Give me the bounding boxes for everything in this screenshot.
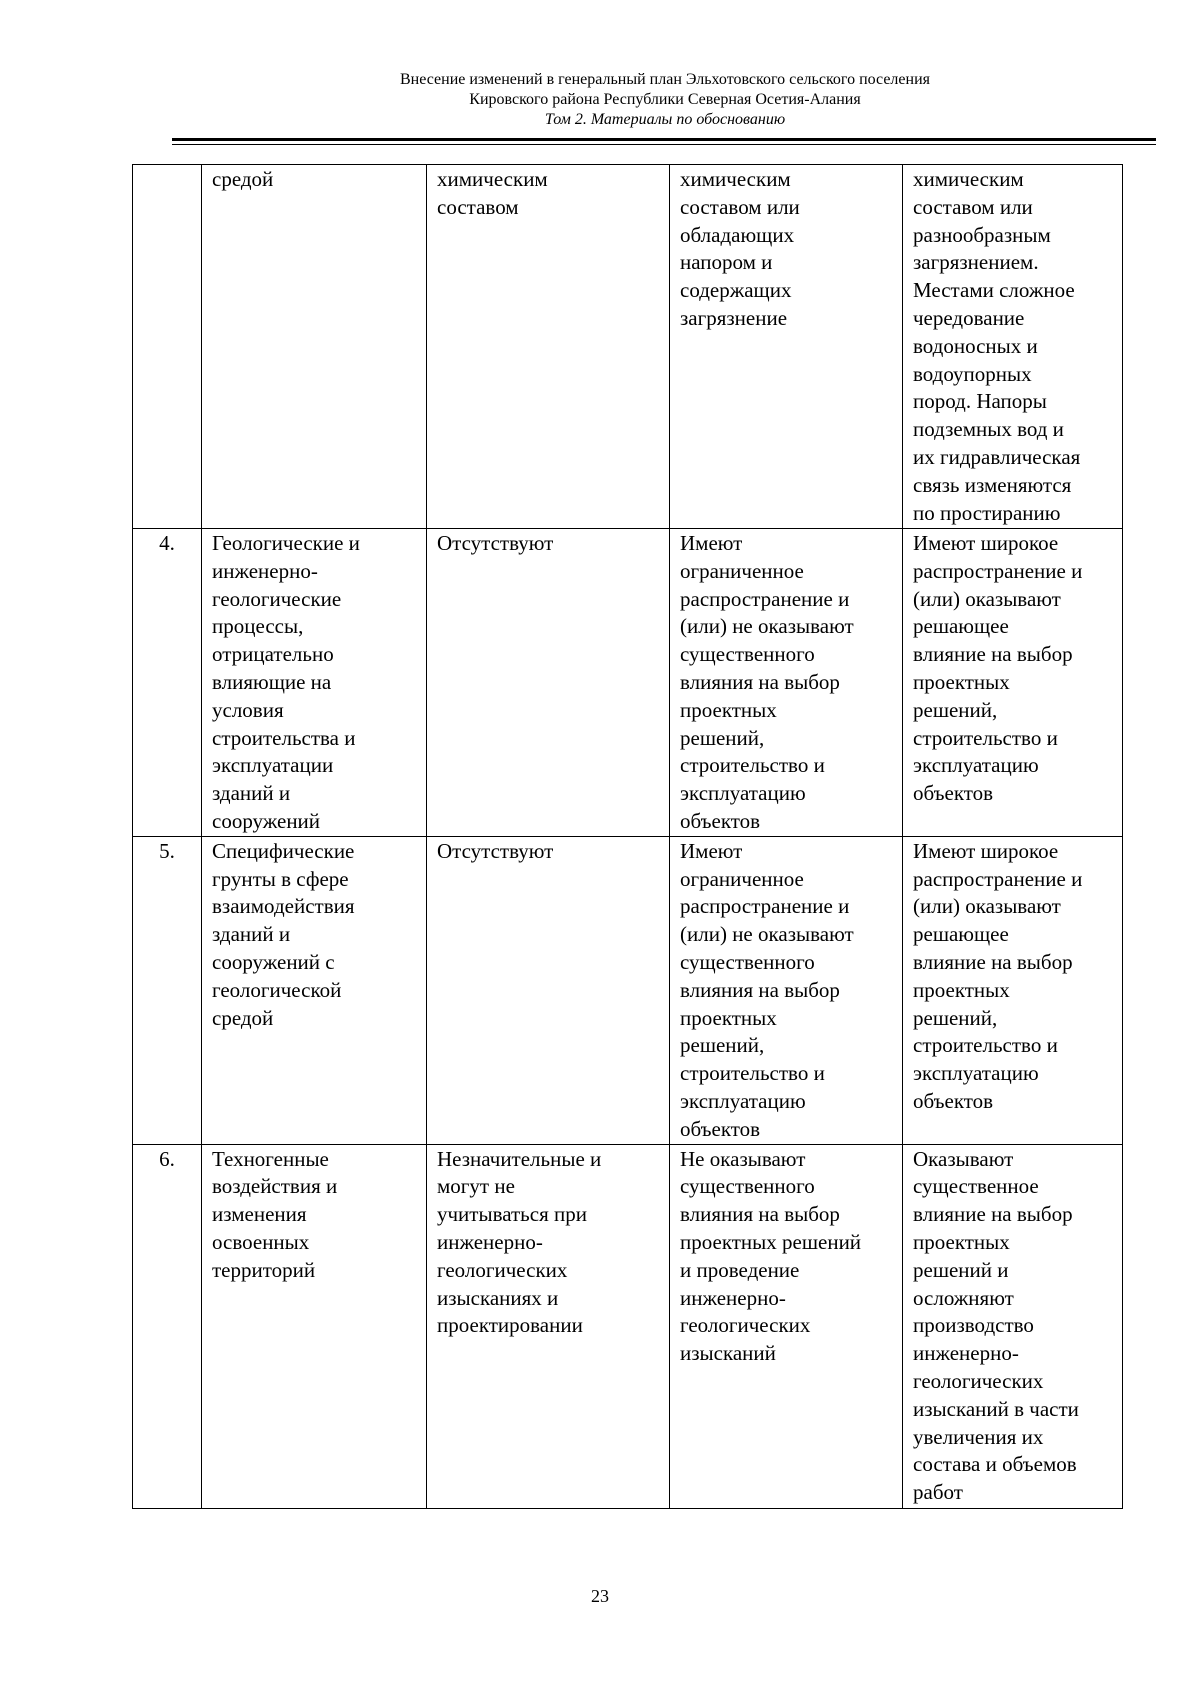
row-number: 4. <box>133 529 202 837</box>
header-rule-thick <box>172 138 1156 141</box>
complexity-table <box>132 164 1123 1509</box>
complex-category-cell: Имеют широкое распространение и (или) оказывают решающее влияние на выбор проектных решений, строительство и эксплуатацию объектов <box>903 836 1123 1144</box>
medium-category-cell: Не оказывают существенного влияния на выбор проектных решений и проведение инженерно- геологических изысканий <box>670 1144 903 1508</box>
header-rule-thin <box>172 144 1156 145</box>
row-number <box>133 165 202 529</box>
header-title-line-2: Кировского района Республики Северная Осетия-Алания <box>469 91 861 108</box>
row-number: 5. <box>133 836 202 1144</box>
row-number: 6. <box>133 1144 202 1508</box>
simple-category-cell: Незначительные и могут не учитываться при инженерно- геологических изысканиях и проектировании <box>427 1144 670 1508</box>
simple-category-cell: Отсутствуют <box>427 836 670 1144</box>
complex-category-cell: Имеют широкое распространение и (или) оказывают решающее влияние на выбор проектных решений, строительство и эксплуатацию объектов <box>903 529 1123 837</box>
table-row <box>133 529 1123 837</box>
factor-cell: Специфические грунты в сфере взаимодействия зданий и сооружений с геологической средой <box>202 836 427 1144</box>
factor-cell: Геологические и инженерно- геологические процессы, отрицательно влияющие на условия строительства и эксплуатации зданий и сооружений <box>202 529 427 837</box>
complex-category-cell: Оказывают существенное влияние на выбор проектных решений и осложняют производство инженерно- геологических изысканий в части увеличения их состава и объемов работ <box>903 1144 1123 1508</box>
page-number: 23 <box>591 1586 609 1606</box>
medium-category-cell: химическим составом или обладающих напором и содержащих загрязнение <box>670 165 903 529</box>
table-row <box>133 836 1123 1144</box>
page-header <box>170 70 1160 130</box>
complex-category-cell: химическим составом или разнообразным загрязнением. Местами сложное чередование водоносных и водоупорных пород. Напоры подземных вод и их гидравлическая связь изменяются по простиранию <box>903 165 1123 529</box>
simple-category-cell: Отсутствуют <box>427 529 670 837</box>
table-row <box>133 1144 1123 1508</box>
factor-cell: Техногенные воздействия и изменения освоенных территорий <box>202 1144 427 1508</box>
simple-category-cell: химическим составом <box>427 165 670 529</box>
medium-category-cell: Имеют ограниченное распространение и (или) не оказывают существенного влияния на выбор проектных решений, строительство и эксплуатацию объектов <box>670 836 903 1144</box>
header-title-line-1: Внесение изменений в генеральный план Эльхотовского сельского поселения <box>400 71 930 88</box>
header-volume-line: Том 2. Материалы по обоснованию <box>544 111 786 128</box>
medium-category-cell: Имеют ограниченное распространение и (или) не оказывают существенного влияния на выбор проектных решений, строительство и эксплуатацию объектов <box>670 529 903 837</box>
factor-cell: средой <box>202 165 427 529</box>
table-row <box>133 165 1123 529</box>
